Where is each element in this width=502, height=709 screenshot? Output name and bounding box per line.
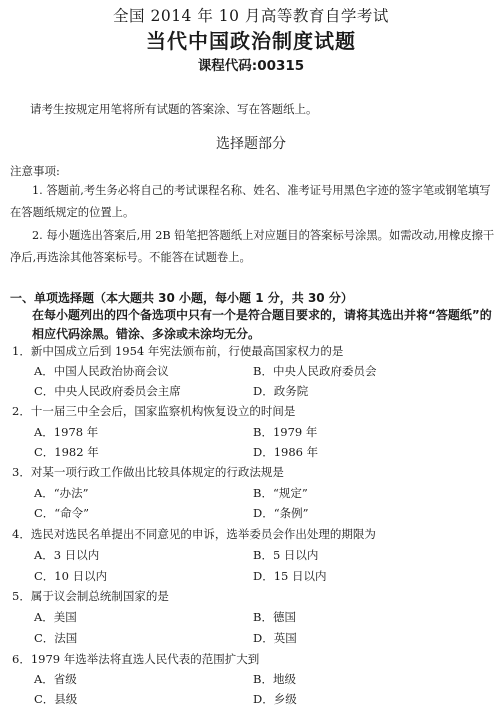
note-item: 2. 每小题选出答案后,用 2B 铅笔把答题纸上对应题目的答案标号涂黑。如需改动,用橡皮擦干净后,再选涂其他答案标号。不能答在试题卷上。: [10, 229, 495, 264]
course-code: 课程代码:00315: [197, 58, 305, 74]
question-option: B．1979 年: [253, 425, 318, 439]
question-option: C．1982 年: [34, 445, 99, 459]
section-title: 选择题部分: [216, 136, 286, 152]
question-stem: 6．1979 年选举法将直选人民代表的范围扩大到: [12, 652, 260, 666]
question-option: D．“条例”: [253, 506, 309, 520]
general-instruction: 请考生按规定用笔将所有试题的答案涂、写在答题纸上。: [30, 102, 318, 116]
question-option: B．“规定”: [253, 486, 308, 500]
question-stem: 4．选民对选民名单提出不同意见的申诉，选举委员会作出处理的期限为: [12, 527, 376, 541]
question-option: C．10 日以内: [34, 569, 108, 583]
note-item: 1. 答题前,考生务必将自己的考试课程名称、姓名、准考证号用黑色字迹的签字笔或钢笔填写在答题纸规定的位置上。: [10, 184, 491, 219]
question-option: D．15 日以内: [253, 569, 327, 583]
question-option: B．地级: [253, 672, 296, 686]
question-option: B．德国: [253, 610, 296, 624]
question-option: A．1978 年: [34, 425, 99, 439]
question-option: A．中国人民政治协商会议: [34, 364, 169, 378]
question-option: B．中央人民政府委员会: [253, 364, 377, 378]
part-title: 一、单项选择题（本大题共 30 小题，每小题 1 分，共 30 分）: [10, 291, 353, 305]
question-option: D．政务院: [253, 384, 309, 398]
question-option: B．5 日以内: [253, 548, 319, 562]
question-option: C．中央人民政府委员会主席: [34, 384, 181, 398]
question-option: A．美国: [34, 610, 77, 624]
question-stem: 3．对某一项行政工作做出比较具体规定的行政法规是: [12, 465, 284, 479]
question-option: D．1986 年: [253, 445, 319, 459]
question-option: D．英国: [253, 631, 297, 645]
question-stem: 1．新中国成立后到 1954 年宪法颁布前，行使最高国家权力的是: [12, 344, 344, 358]
question-option: C．“命令”: [34, 506, 90, 520]
question-option: D．乡级: [253, 692, 297, 706]
question-option: C．法国: [34, 631, 78, 645]
question-option: A．省级: [34, 672, 77, 686]
exam-title: 当代中国政治制度试题: [146, 29, 356, 53]
exam-header-line: 全国 2014 年 10 月高等教育自学考试: [113, 7, 389, 25]
question-option: A．3 日以内: [34, 548, 100, 562]
notes-heading: 注意事项:: [10, 164, 60, 178]
question-option: A．“办法”: [34, 486, 89, 500]
part-description: 在每小题列出的四个备选项中只有一个是符合题目要求的，请将其选出并将“答题纸”的相应代码涂黑。错涂、多涂或未涂均无分。: [32, 308, 492, 341]
question-stem: 5．属于议会制总统制国家的是: [12, 589, 169, 603]
question-option: C．县级: [34, 692, 78, 706]
question-stem: 2．十一届三中全会后，国家监察机构恢复设立的时间是: [12, 404, 296, 418]
